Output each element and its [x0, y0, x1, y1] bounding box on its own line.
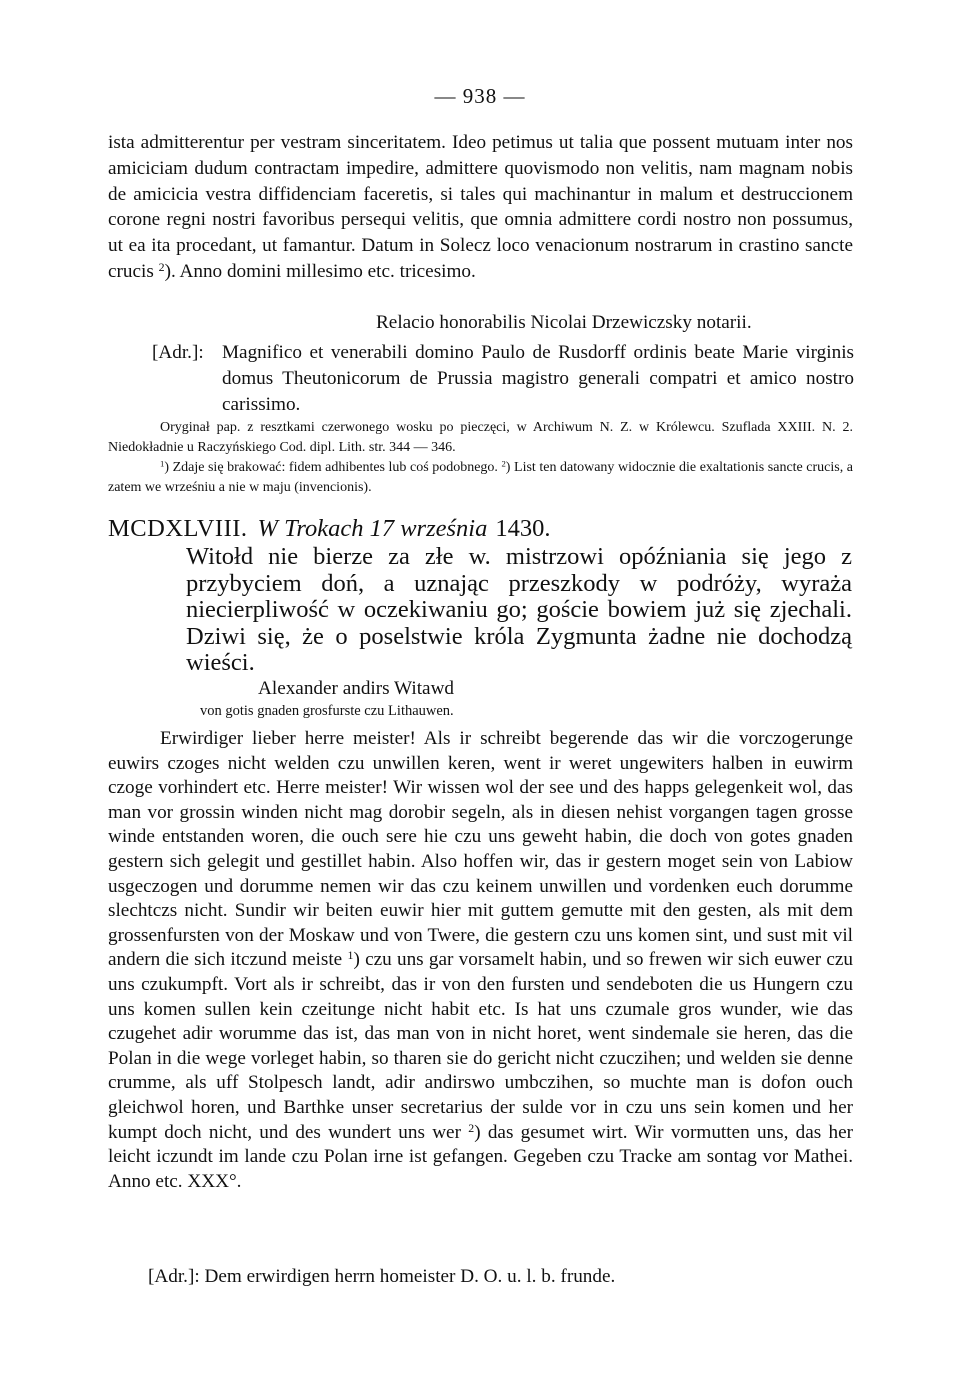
intro-text: ista admitterentur per vestram sinceritatem. Ideo petimus ut talia que possent mutuam inter nos amiciciam dudum contractam impedire, admittere quovismodo non velitis, nam magnam nobis de amicicia vestra diffidenciam faceretis, si tales qui machinantur in malum et destruccionem corone regni nostri favoribus persequi velitis, que omnia admittere cordi nostro non possumus, ut ea ita procedant, ut famantur. Datum in Solecz loco venacionum nostrarum in crastino sancte crucis [108, 132, 853, 282]
address-text: Magnifico et venerabili domino Paulo de Rusdorff ordinis beate Marie virginis domus Theutonicorum de Prussia magistro generali compatri et amico nostro carissimo. [222, 342, 854, 415]
sender-name: Alexander andirs Witawd [258, 678, 455, 699]
letter-part-1: Erwirdiger lieber herre meister! Als ir schreibt begerende das wir die vorczogerunge euwirs czoges nicht welden czu unwillen keren, went ir weret ungewiters halben in euwirm czoge vorhindert etc. Herre meister! Wir wissen wol der see und des happs gelegenkeit wol, das man vor grossin winden nicht mag dorobir segeln, als in diesen nehist vorgangen tagen grosse winde entstanden woren, die ouch sere hie czu uns geweht habin, die doch von gotes gnaden gestern sich gelegit und gestillet habin. Also hoffen wir, das ir gestern moget sein von Labiow usgeczogen und dorumme nemen wir das czu keinem unwillen und vordenken euch dorumme slechtczs nicht. Sundir wir beiten euwir hier mit guttem gemutte mit den gesten, als mit dem grossenfursten von der Moskaw und von Twere, die gestern czu uns komen sint, und sust mit vil andern die sich itczund meiste [108, 728, 853, 971]
footnote-ref: 2 [158, 260, 165, 275]
footnote-1-mark: 1 [160, 458, 165, 469]
letter-part-2: czu uns gar vorsamelt habin, und so frewen wir sich euwer czu uns czukumpft. Vort als ir schreibt, das ir von den fursten und sendeboten die us Hungern czu uns komen sullen kein czeitunge nicht habit etc. Is hat uns czumale gros wunder, wie das czugehet adir worumme das ist, das man von in nicht horet, went sindemale sie heren, das die Polan in die wege vorleget habin, so tharen sie do gericht nicht czuczihen; und welden sie denne crumme, als uff Stolpesch landt, adir andirswo umbczihen, so muchte man is dofon ouch gleichwol horen, und Barthke unser secretarius der sulde vor in czu uns sein komen und her kumpt doch nicht, und des wundert uns wer [108, 949, 854, 1143]
address-label: [Adr.]: [152, 342, 204, 363]
page-number: — 938 — [434, 84, 526, 108]
letter-part-3: das gesumet wirt. Wir vormutten uns, das her leicht iczundt im lande czu Polan irne ist gefangen. Gegeben czu Tracke am sontag vor Mathei. Anno etc. XXX°. [108, 1121, 853, 1192]
sender-title: von gotis gnaden grosfurste czu Lithauwen. [200, 703, 454, 719]
document-summary: Witołd nie bierze za złe w. mistrzowi opóźniania się jego z przybyciem doń, a uznając przeszkody w podróży, wyraża niecierpliwość w oczekiwaniu go; goście bowiem już się zjechali. Dziwi się, że o poselstwie króla Zygmunta żadne nie dochodzą wieści. [186, 543, 852, 676]
document-year: 1430. [495, 515, 551, 542]
document-place-date: W Trokach 17 września [257, 515, 488, 542]
document-heading [108, 515, 853, 543]
letter-footnote-ref-1: 1 [347, 948, 354, 963]
footnote-1-text: Zdaje się brakować: fidem adhibentes lub coś podobnego. [172, 460, 498, 475]
document-number: MCDXLVIII. [108, 515, 248, 542]
intro-text-after: . Anno domini millesimo etc. tricesimo. [170, 260, 476, 282]
footnotes: $^1$) Zdaje się brakować: fidem adhibentes lub coś podobnego. $^2$) List ten datowany widocznie die exaltationis sancte crucis, a zatem we wrześniu a nie w maju (invencionis). [108, 458, 853, 495]
footnote-2-mark: 2 [501, 458, 506, 469]
footnote-2-text: List ten datowany widocznie die exaltationis sancte crucis, a zatem we wrześniu a nie w maju (invencionis). [108, 460, 853, 495]
relacio-line: Relacio honorabilis Nicolai Drzewiczsky notarii. [376, 312, 752, 333]
source-note: Oryginał pap. z resztkami czerwonego wosku po pieczęci, w Archiwum N. Z. w Królewcu. Szuflada XXIII. N. 2. Niedokładnie u Raczyńskiego Cod. dipl. Lith. str. 344 — 346. [108, 420, 853, 455]
address-block-2: [Adr.]: Dem erwirdigen herrn homeister D. O. u. l. b. frunde. [148, 1266, 616, 1287]
letter-footnote-ref-2: 2 [468, 1120, 475, 1135]
letter-body: Erwirdiger lieber herre meister! Als ir schreibt begerende das wir die vorczogerunge euwirs czoges nicht welden czu unwillen keren, went ir weret ungewiters halben in euwirm czoge vorhindert etc. Herre meister! Wir wissen wol der see und des happs gelegenkeit wol, das man vor grossin winden nicht mag dorobir segeln, als in diesen nehist vorgangen tagen grosse winde entstanden woren, die ouch sere hie czu uns geweht habin, die doch von gotes gnaden gestern sich gelegit und gestillet habin. Also hoffen wir, das ir gestern moget sein von Labiow usgeczogen und dorumme nemen wir das czu keinem unwillen und vordenken euch dorumme slechtczs nicht. Sundir wir beiten euwir hier mit guttem gemutte mit den gesten, als mit dem grossenfursten von der Moskaw und von Twere, die gestern czu uns komen sint, und sust mit vil andern die sich itczund meiste $^1$) czu uns gar vorsamelt habin, und so frewen wir sich euwer czu uns czukumpft. Vort als ir schreibt, das ir von den fursten und sendeboten die us Hungern czu uns komen sullen kein czeitunge nicht habit etc. Is hat uns czumale gros wunder, wie das czugehet adir worumme das ist, das man von in nicht horet, went sindemale sie heren, das die Polan in die wege vorleget habin, so tharen sie do gericht nicht czuczihen; und welden sie denne crumme, als uff Stolpesch landt, adir andirswo umbczihen, so muchte man is dofon ouch gleichwol horen, und Barthke unser secretarius der sulde vor in czu uns sein komen und her kumpt doch nicht, und des wundert uns wer $^2$) das gesumet wirt. Wir vormutten uns, das her leicht iczundt im lande czu Polan irne ist gefangen. Gegeben czu Tracke am sontag vor Mathei. Anno etc. XXX°. [108, 728, 854, 1192]
intro-paragraph: ista admitterentur per vestram sinceritatem. Ideo petimus ut talia que possent mutuam inter nos amiciciam dudum contractam impedire, admittere quovismodo non velitis, nam magnam nobis de amicicia vestra diffidenciam faceretis, si tales qui machinantur in malum et destruccionem corone regni nostri favoribus persequi velitis, que omnia admittere cordi nostro non possumus, ut ea ita procedant, ut famantur. Datum in Solecz loco venacionum nostrarum in crastino sancte crucis $^2$). Anno domini millesimo etc. tricesimo. [108, 132, 853, 282]
